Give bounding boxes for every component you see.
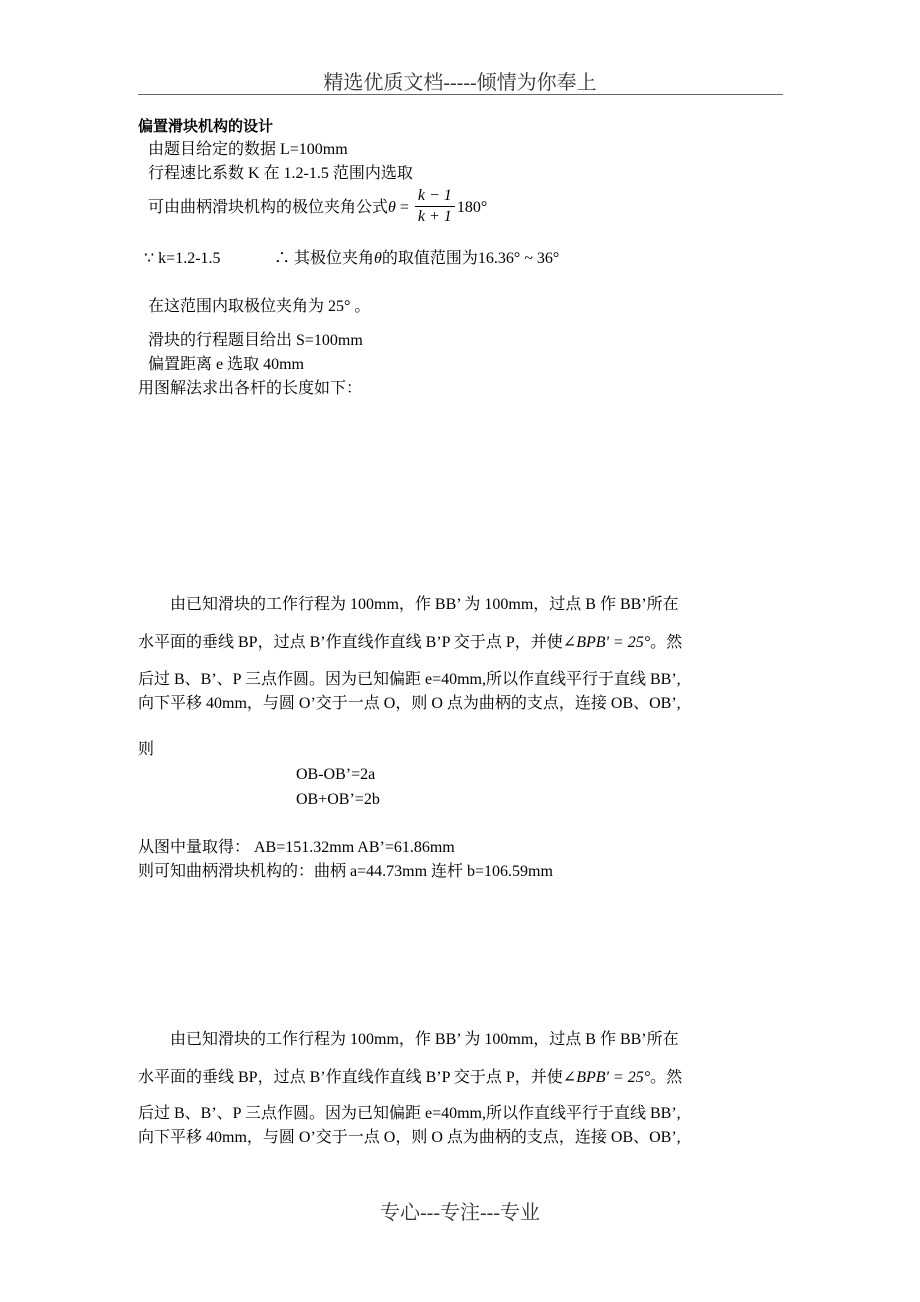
- para2-line3: 后过 B、B’、P 三点作圆。因为已知偏距 e=40mm,所以作直线平行于直线 BB’,: [138, 1105, 681, 1122]
- para2-angle: ∠BPB' = 25°: [562, 1069, 651, 1086]
- para2-line4: 向下平移 40mm，与圆 O’交于一点 O，则 O 点为曲柄的支点，连接 OB、OB’,: [138, 1129, 681, 1146]
- formula-numerator: k − 1: [415, 186, 455, 207]
- equation-2: OB+OB’=2b: [296, 791, 380, 808]
- para1-line2-end: 。然: [650, 634, 683, 651]
- because-line: ∵ k=1.2-1.5: [144, 250, 221, 267]
- equation-1: OB-OB’=2a: [296, 766, 376, 783]
- section-title: 偏置滑块机构的设计: [138, 117, 274, 135]
- formula-denominator: k + 1: [417, 208, 452, 225]
- stroke-line: 滑块的行程题目给出 S=100mm: [148, 332, 363, 349]
- offset-line: 偏置距离 e 选取 40mm: [148, 356, 304, 373]
- para1-angle: ∠BPB' = 25°: [562, 634, 651, 651]
- k-range: 行程速比系数 K 在 1.2-1.5 范围内选取: [148, 165, 413, 182]
- header-rule: [138, 94, 783, 95]
- para1-line2-text: 水平面的垂线 BP，过点 B’作直线作直线 B’P 交于点 P，并使: [138, 634, 563, 651]
- para1-line1: 由已知滑块的工作行程为 100mm，作 BB’ 为 100mm，过点 B 作 BB’所在: [170, 596, 679, 613]
- para1-line3: 后过 B、B’、P 三点作圆。因为已知偏距 e=40mm,所以作直线平行于直线 BB’,: [138, 671, 681, 688]
- formula-theta: θ: [388, 199, 396, 217]
- given-length: 由题目给定的数据 L=100mm: [148, 141, 348, 158]
- formula-fraction: [415, 186, 455, 227]
- formula-prefix: 可由曲柄滑块机构的极位夹角公式: [148, 199, 389, 217]
- para2-line2-end: 。然: [650, 1069, 683, 1086]
- para2-line2-text: 水平面的垂线 BP，过点 B’作直线作直线 B’P 交于点 P，并使: [138, 1069, 563, 1086]
- para1-line2: [138, 633, 682, 653]
- graphical-line: 用图解法求出各杆的长度如下：: [138, 380, 363, 397]
- therefore-text: ∴ 其极位夹角: [274, 250, 375, 267]
- therefore-line: [274, 249, 559, 269]
- therefore-theta: θ: [374, 250, 382, 267]
- para2-line1: 由已知滑块的工作行程为 100mm，作 BB’ 为 100mm，过点 B 作 BB’所在: [170, 1031, 679, 1048]
- result-line: 则可知曲柄滑块机构的：曲柄 a=44.73mm 连杆 b=106.59mm: [138, 863, 553, 880]
- formula-line: [148, 188, 487, 229]
- page-header: 精选优质文档-----倾情为你奉上: [323, 72, 597, 94]
- para1-line4: 向下平移 40mm，与圆 O’交于一点 O，则 O 点为曲柄的支点，连接 OB、OB’,: [138, 695, 681, 712]
- measured-line: 从图中量取得： AB=151.32mm AB’=61.86mm: [138, 839, 455, 856]
- formula-equals: =: [395, 199, 413, 217]
- formula-suffix: 180°: [456, 199, 488, 217]
- para2-line2: [138, 1068, 682, 1088]
- then-line: 则: [138, 741, 155, 758]
- therefore-rest: 的取值范围为16.36° ~ 36°: [381, 250, 560, 267]
- choose-angle: 在这范围内取极位夹角为 25° 。: [148, 298, 371, 315]
- page-footer: 专心---专注---专业: [380, 1202, 540, 1224]
